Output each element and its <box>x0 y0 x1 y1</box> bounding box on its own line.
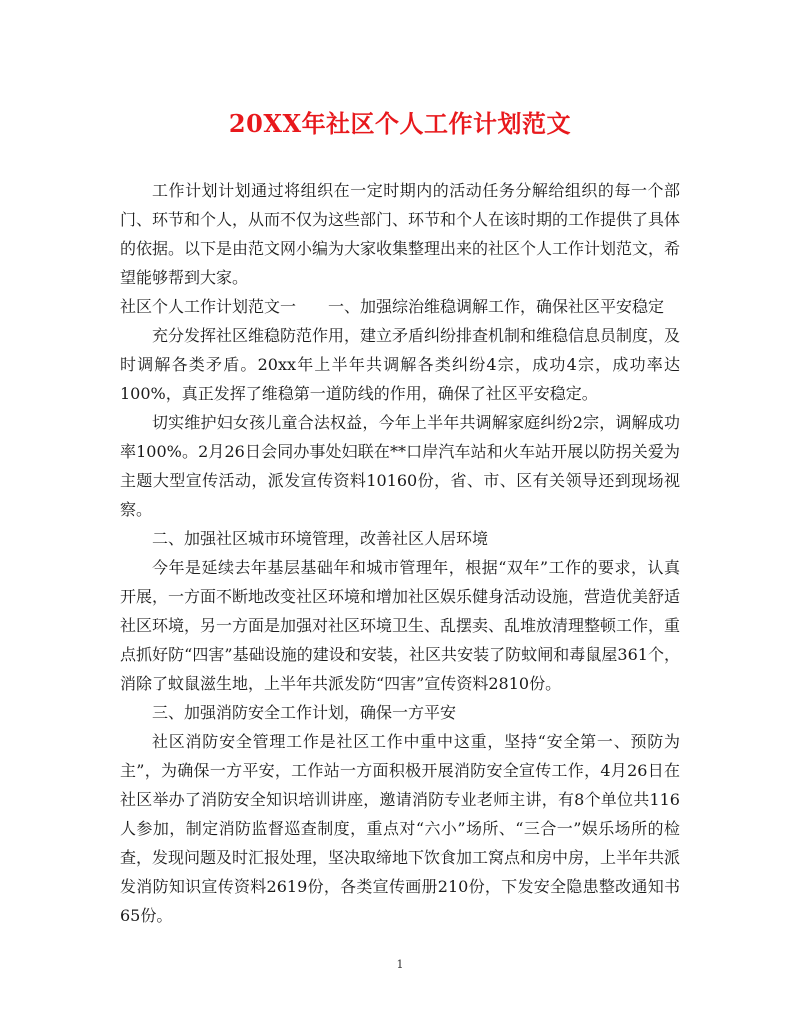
section-3-heading: 三、加强消防安全工作计划，确保一方平安 <box>152 703 457 722</box>
paragraph-2: 切实维护妇女孩儿童合法权益，今年上半年共调解家庭纠纷2宗，调解成功率100%。2月26日会同办事处妇联在**口岸汽车站和火车站开展以防拐关爱为主题大型宣传活动，派发宣传资料10160份，省、市、区有关领导还到现场视察。 <box>120 413 680 519</box>
paragraph-3: 今年是延续去年基层基础年和城市管理年，根据“双年”工作的要求，认真开展，一方面不断地改变社区环境和增加社区娱乐健身活动设施，营造优美舒适社区环境，另一方面是加强对社区环境卫生、乱摆卖、乱堆放清理整顿工作，重点抓好防“四害”基础设施的建设和安装，社区共安装了防蚊闸和毒鼠屋361个，消除了蚊鼠滋生地，上半年共派发防“四害”宣传资料2810份。 <box>120 558 681 693</box>
page-number: 1 <box>396 958 404 971</box>
section-2-heading: 二、加强社区城市环境管理，改善社区人居环境 <box>152 529 489 548</box>
document-title: 20XX年社区个人工作计划范文 <box>228 109 572 138</box>
paragraph-1: 充分发挥社区维稳防范作用，建立矛盾纠纷排查机制和维稳信息员制度，及时调解各类矛盾。20xx年上半年共调解各类纠纷4宗，成功4宗，成功率达100%，真正发挥了维稳第一道防线的作用，确保了社区平安稳定。 <box>120 326 681 403</box>
section-1-heading: 一、加强综治维稳调解工作，确保社区平安稳定 <box>328 297 665 316</box>
intro-paragraph: 工作计划计划通过将组织在一定时期内的活动任务分解给组织的每一个部门、环节和个人，从而不仅为这些部门、环节和个人在该时期的工作提供了具体的依据。以下是由范文网小编为大家收集整理出来的社区个人工作计划范文，希望能够帮到大家。 <box>120 181 681 287</box>
document-body <box>120 176 680 930</box>
paragraph-4: 社区消防安全管理工作是社区工作中重中这重，坚持“安全第一、预防为主”，为确保一方平安，工作站一方面积极开展消防安全宣传工作，4月26日在社区举办了消防安全知识培训讲座，邀请消防专业老师主讲，有8个单位共116人参加，制定消防监督巡查制度，重点对“六小”场所、“三合一”娱乐场所的检查，发现问题及时汇报处理，坚决取缔地下饮食加工窝点和房中房，上半年共派发消防知识宣传资料2619份，各类宣传画册210份，下发安全隐患整改通知书65份。 <box>120 732 681 925</box>
sample-heading-line <box>120 292 680 321</box>
sample-label: 社区个人工作计划范文一 <box>120 297 297 316</box>
